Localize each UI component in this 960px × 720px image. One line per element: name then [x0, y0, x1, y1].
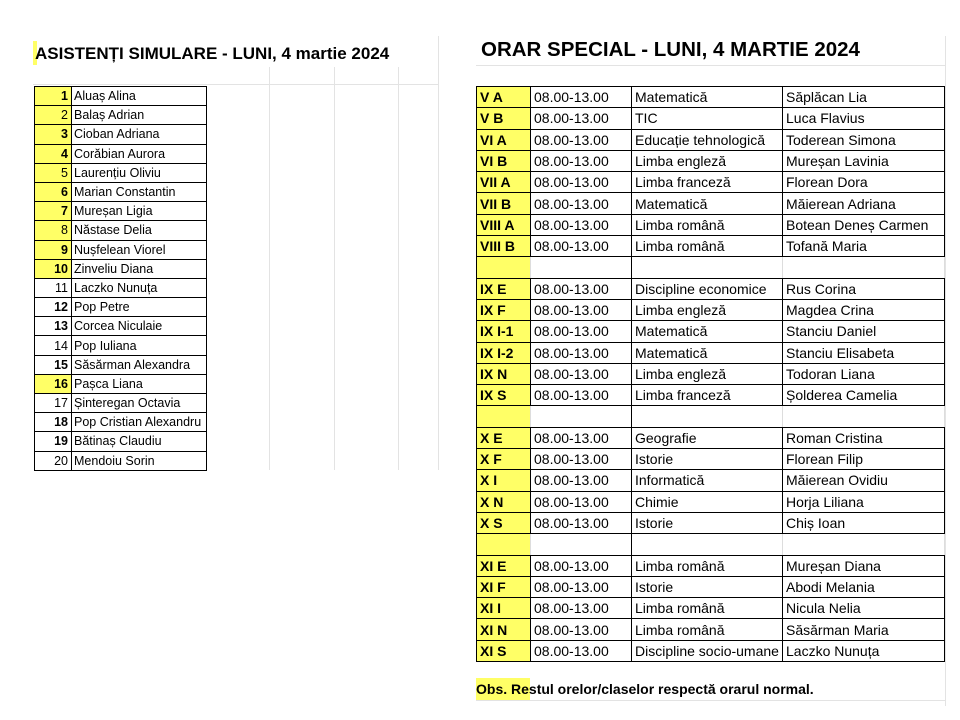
time-cell: 08.00-13.00 — [531, 299, 632, 320]
subject-cell: Istorie — [632, 576, 783, 597]
schedule-row — [477, 129, 945, 150]
assistant-number: 1 — [35, 87, 72, 106]
assistant-name: Marian Constantin — [72, 182, 207, 201]
assistant-name: Laczko Nunuța — [72, 278, 207, 297]
teacher-cell — [783, 406, 945, 427]
assistant-number: 10 — [35, 259, 72, 278]
teacher-cell — [783, 534, 945, 555]
schedule-note: Obs. Restul orelor/claselor respectă orarul normal. — [476, 681, 814, 697]
subject-cell: Limba română — [632, 619, 783, 640]
teacher-cell — [783, 257, 945, 278]
assistant-name: Laurențiu Oliviu — [72, 163, 207, 182]
teacher-cell: Săplăcan Lia — [783, 87, 945, 108]
teacher-cell: Laczko Nunuța — [783, 640, 945, 661]
class-cell: X N — [477, 491, 531, 512]
teacher-cell: Todoran Liana — [783, 363, 945, 384]
assistant-row — [35, 394, 207, 413]
schedule-spacer-row — [477, 406, 945, 427]
class-cell: VII B — [477, 193, 531, 214]
assistant-number: 13 — [35, 317, 72, 336]
subject-cell: Istorie — [632, 449, 783, 470]
teacher-cell: Luca Flavius — [783, 108, 945, 129]
schedule-spacer-row — [477, 257, 945, 278]
time-cell: 08.00-13.00 — [531, 321, 632, 342]
assistant-row — [35, 240, 207, 259]
subject-cell: Limba română — [632, 555, 783, 576]
assistant-number: 7 — [35, 202, 72, 221]
class-cell: XI N — [477, 619, 531, 640]
assistant-number: 19 — [35, 432, 72, 451]
time-cell: 08.00-13.00 — [531, 278, 632, 299]
class-cell: V B — [477, 108, 531, 129]
subject-cell: Limba engleză — [632, 363, 783, 384]
assistant-number: 11 — [35, 278, 72, 297]
class-cell: IX I-2 — [477, 342, 531, 363]
teacher-cell: Mureșan Diana — [783, 555, 945, 576]
subject-cell: Geografie — [632, 427, 783, 448]
assistant-row — [35, 298, 207, 317]
assistant-number: 4 — [35, 144, 72, 163]
assistant-number: 18 — [35, 413, 72, 432]
assistant-name: Aluaș Alina — [72, 87, 207, 106]
time-cell: 08.00-13.00 — [531, 87, 632, 108]
subject-cell — [632, 257, 783, 278]
schedule-row — [477, 193, 945, 214]
subject-cell: Limba română — [632, 236, 783, 257]
teacher-cell: Botean Deneș Carmen — [783, 214, 945, 235]
assistant-name: Bătinaș Claudiu — [72, 432, 207, 451]
teacher-cell: Roman Cristina — [783, 427, 945, 448]
subject-cell: Matematică — [632, 87, 783, 108]
assistant-row — [35, 125, 207, 144]
class-cell — [477, 534, 531, 555]
schedule-row — [477, 321, 945, 342]
assistant-row — [35, 87, 207, 106]
teacher-cell: Tofană Maria — [783, 236, 945, 257]
schedule-row — [477, 576, 945, 597]
time-cell: 08.00-13.00 — [531, 619, 632, 640]
assistant-row — [35, 278, 207, 297]
assistants-title: ASISTENȚI SIMULARE - LUNI, 4 martie 2024 — [35, 44, 390, 63]
assistant-name: Mendoiu Sorin — [72, 451, 207, 470]
time-cell: 08.00-13.00 — [531, 342, 632, 363]
assistant-row — [35, 374, 207, 393]
assistant-name: Zinveliu Diana — [72, 259, 207, 278]
assistant-row — [35, 106, 207, 125]
class-cell: V A — [477, 87, 531, 108]
time-cell: 08.00-13.00 — [531, 491, 632, 512]
time-cell — [531, 534, 632, 555]
class-cell: VI A — [477, 129, 531, 150]
schedule-row — [477, 512, 945, 533]
schedule-row — [477, 427, 945, 448]
assistant-row — [35, 221, 207, 240]
time-cell: 08.00-13.00 — [531, 108, 632, 129]
time-cell: 08.00-13.00 — [531, 172, 632, 193]
teacher-cell: Horja Liliana — [783, 491, 945, 512]
teacher-cell: Magdea Crina — [783, 299, 945, 320]
class-cell: XI S — [477, 640, 531, 661]
class-cell: XI I — [477, 598, 531, 619]
teacher-cell: Abodi Melania — [783, 576, 945, 597]
assistant-row — [35, 163, 207, 182]
subject-cell — [632, 534, 783, 555]
assistant-row — [35, 432, 207, 451]
subject-cell: Limba română — [632, 598, 783, 619]
teacher-cell: Stanciu Daniel — [783, 321, 945, 342]
assistant-name: Balaș Adrian — [72, 106, 207, 125]
time-cell — [531, 406, 632, 427]
assistant-row — [35, 202, 207, 221]
assistant-number: 3 — [35, 125, 72, 144]
schedule-spacer-row — [477, 534, 945, 555]
schedule-row — [477, 278, 945, 299]
assistant-name: Pop Iuliana — [72, 336, 207, 355]
assistant-number: 8 — [35, 221, 72, 240]
assistant-name: Corăbian Aurora — [72, 144, 207, 163]
class-cell: VII A — [477, 172, 531, 193]
assistant-name: Nușfelean Viorel — [72, 240, 207, 259]
schedule-row — [477, 172, 945, 193]
schedule-title: ORAR SPECIAL - LUNI, 4 MARTIE 2024 — [481, 38, 860, 61]
assistant-number: 20 — [35, 451, 72, 470]
schedule-row — [477, 108, 945, 129]
subject-cell — [632, 406, 783, 427]
assistants-table — [34, 86, 207, 471]
time-cell: 08.00-13.00 — [531, 449, 632, 470]
class-cell: X I — [477, 470, 531, 491]
time-cell: 08.00-13.00 — [531, 129, 632, 150]
assistant-row — [35, 336, 207, 355]
schedule-row — [477, 150, 945, 171]
assistant-row — [35, 413, 207, 432]
assistant-name: Pop Cristian Alexandru — [72, 413, 207, 432]
assistant-name: Cioban Adriana — [72, 125, 207, 144]
time-cell: 08.00-13.00 — [531, 427, 632, 448]
teacher-cell: Măierean Adriana — [783, 193, 945, 214]
class-cell — [477, 257, 531, 278]
subject-cell: Matematică — [632, 193, 783, 214]
schedule-row — [477, 491, 945, 512]
teacher-cell: Măierean Ovidiu — [783, 470, 945, 491]
time-cell: 08.00-13.00 — [531, 470, 632, 491]
time-cell: 08.00-13.00 — [531, 576, 632, 597]
time-cell: 08.00-13.00 — [531, 214, 632, 235]
class-cell: IX N — [477, 363, 531, 384]
schedule-row — [477, 363, 945, 384]
subject-cell: Limba franceză — [632, 385, 783, 406]
assistant-number: 17 — [35, 394, 72, 413]
subject-cell: Matematică — [632, 342, 783, 363]
class-cell: IX S — [477, 385, 531, 406]
class-cell: IX F — [477, 299, 531, 320]
teacher-cell: Mureșan Lavinia — [783, 150, 945, 171]
schedule-row — [477, 385, 945, 406]
assistant-number: 16 — [35, 374, 72, 393]
teacher-cell: Chiș Ioan — [783, 512, 945, 533]
assistant-number: 14 — [35, 336, 72, 355]
subject-cell: Discipline economice — [632, 278, 783, 299]
class-cell — [477, 406, 531, 427]
schedule-row — [477, 598, 945, 619]
assistant-number: 5 — [35, 163, 72, 182]
class-cell: VIII A — [477, 214, 531, 235]
class-cell: XI F — [477, 576, 531, 597]
assistant-number: 2 — [35, 106, 72, 125]
teacher-cell: Nicula Nelia — [783, 598, 945, 619]
time-cell: 08.00-13.00 — [531, 193, 632, 214]
assistant-name: Șinteregan Octavia — [72, 394, 207, 413]
time-cell: 08.00-13.00 — [531, 598, 632, 619]
time-cell: 08.00-13.00 — [531, 512, 632, 533]
assistant-row — [35, 451, 207, 470]
subject-cell: Matematică — [632, 321, 783, 342]
schedule-row — [477, 214, 945, 235]
schedule-row — [477, 555, 945, 576]
subject-cell: Istorie — [632, 512, 783, 533]
assistant-name: Săsărman Alexandra — [72, 355, 207, 374]
subject-cell: Limba română — [632, 214, 783, 235]
assistant-name: Corcea Niculaie — [72, 317, 207, 336]
schedule-table — [476, 86, 945, 662]
assistant-name: Pașca Liana — [72, 374, 207, 393]
assistant-name: Năstase Delia — [72, 221, 207, 240]
time-cell: 08.00-13.00 — [531, 640, 632, 661]
class-cell: VIII B — [477, 236, 531, 257]
subject-cell: Limba engleză — [632, 150, 783, 171]
assistant-number: 15 — [35, 355, 72, 374]
teacher-cell: Florean Filip — [783, 449, 945, 470]
time-cell: 08.00-13.00 — [531, 236, 632, 257]
assistant-number: 9 — [35, 240, 72, 259]
subject-cell: Limba engleză — [632, 299, 783, 320]
assistant-row — [35, 259, 207, 278]
subject-cell: TIC — [632, 108, 783, 129]
assistant-name: Pop Petre — [72, 298, 207, 317]
assistant-row — [35, 317, 207, 336]
schedule-row — [477, 470, 945, 491]
schedule-row — [477, 87, 945, 108]
class-cell: VI B — [477, 150, 531, 171]
class-cell: X F — [477, 449, 531, 470]
class-cell: IX I-1 — [477, 321, 531, 342]
schedule-row — [477, 236, 945, 257]
subject-cell: Discipline socio-umane — [632, 640, 783, 661]
teacher-cell: Săsărman Maria — [783, 619, 945, 640]
time-cell: 08.00-13.00 — [531, 385, 632, 406]
subject-cell: Chimie — [632, 491, 783, 512]
class-cell: IX E — [477, 278, 531, 299]
schedule-row — [477, 299, 945, 320]
teacher-cell: Toderean Simona — [783, 129, 945, 150]
assistant-row — [35, 144, 207, 163]
schedule-row — [477, 619, 945, 640]
time-cell — [531, 257, 632, 278]
schedule-row — [477, 342, 945, 363]
class-cell: XI E — [477, 555, 531, 576]
class-cell: X E — [477, 427, 531, 448]
assistant-row — [35, 182, 207, 201]
subject-cell: Educație tehnologică — [632, 129, 783, 150]
assistant-number: 6 — [35, 182, 72, 201]
time-cell: 08.00-13.00 — [531, 363, 632, 384]
schedule-row — [477, 449, 945, 470]
subject-cell: Limba franceză — [632, 172, 783, 193]
teacher-cell: Stanciu Elisabeta — [783, 342, 945, 363]
schedule-row — [477, 640, 945, 661]
class-cell: X S — [477, 512, 531, 533]
assistant-number: 12 — [35, 298, 72, 317]
teacher-cell: Rus Corina — [783, 278, 945, 299]
teacher-cell: Șolderea Camelia — [783, 385, 945, 406]
subject-cell: Informatică — [632, 470, 783, 491]
assistant-name: Mureșan Ligia — [72, 202, 207, 221]
time-cell: 08.00-13.00 — [531, 150, 632, 171]
time-cell: 08.00-13.00 — [531, 555, 632, 576]
assistant-row — [35, 355, 207, 374]
teacher-cell: Florean Dora — [783, 172, 945, 193]
